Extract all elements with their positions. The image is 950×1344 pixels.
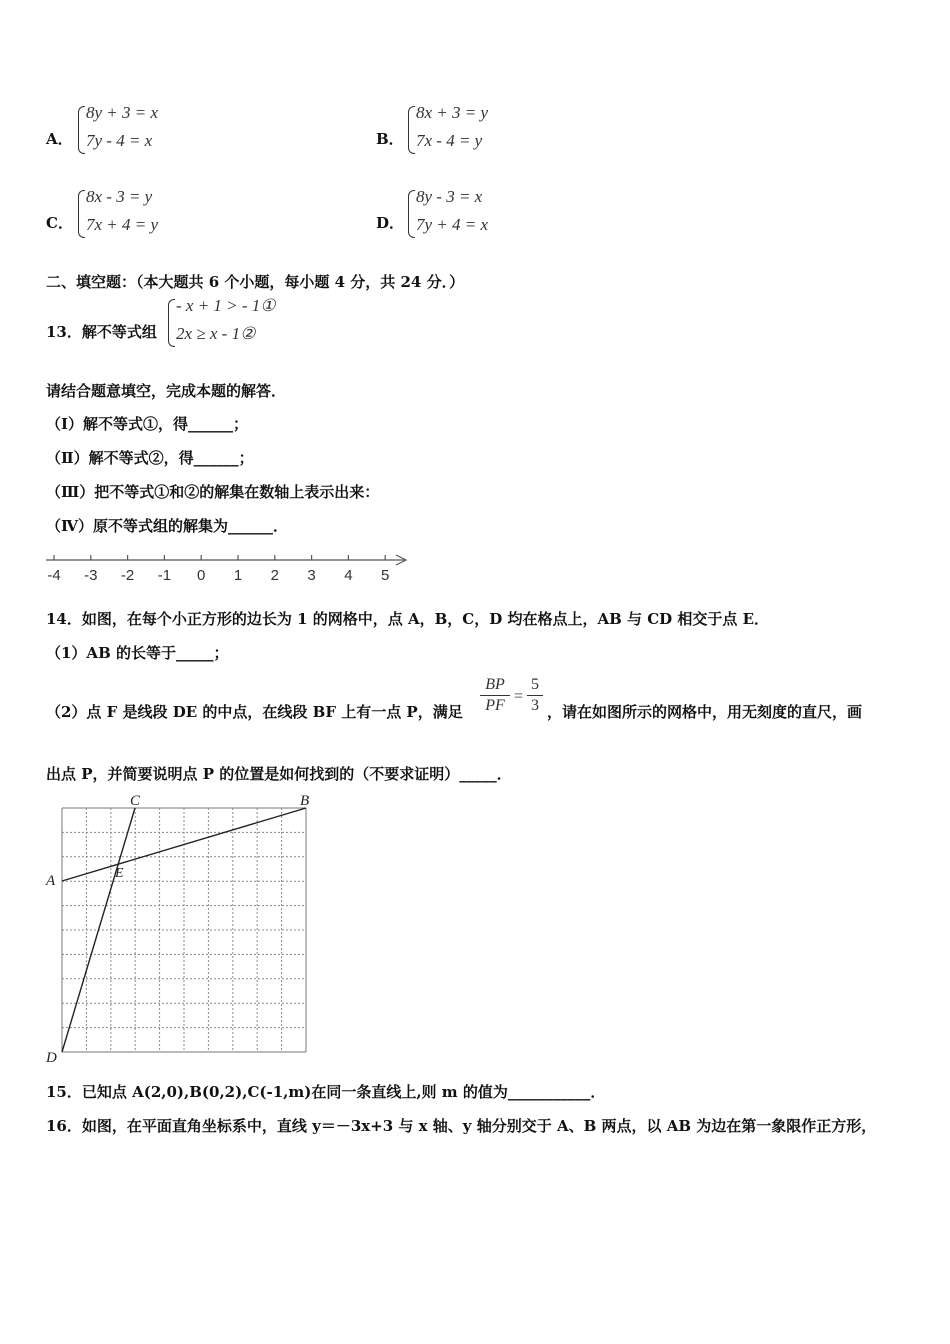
number-line-label: -4 [47,567,61,584]
equation: 7y - 4 = x [86,131,153,150]
equation: 8y + 3 = x [86,103,159,122]
number-line-label: 2 [270,567,279,584]
equation: 8x - 3 = y [86,187,153,206]
segment-cd [62,808,135,1052]
q14-part2-pre: （2）点 F 是线段 DE 的中点，在线段 BF 上有一点 P，满足 [46,703,463,721]
q16: 16．如图，在平面直角坐标系中，直线 y＝－3x+3 与 x 轴、y 轴分别交于 A、B 两点，以 AB 为边在第一象限作正方形， [46,1117,877,1135]
fraction-bp-pf [480,676,510,715]
q13-step-1: （Ⅰ）解不等式①，得______； [46,415,249,433]
equation: 7x - 4 = y [416,131,483,150]
inequality-2: 2x ≥ x - 1② [176,324,256,343]
point-label-b: B [300,793,310,809]
brace [168,299,175,347]
denominator: 3 [531,697,539,714]
point-label-e: E [115,866,124,881]
option-b-label: B． [376,130,404,148]
number-line-label: -2 [120,567,135,584]
option-a-label: A． [46,130,73,148]
q14-part1: （1）AB 的长等于_____； [46,644,229,662]
q14-part2-cont: 出点 P，并简要说明点 P 的位置是如何找到的（不要求证明）_____． [46,765,512,783]
numerator: 5 [531,676,539,693]
q13-intro: 请结合题意填空，完成本题的解答． [46,382,287,400]
q13-step-3: （Ⅲ）把不等式①和②的解集在数轴上表示出来： [46,483,380,501]
number-line-label: 5 [381,567,390,584]
q13-prefix: 13．解不等式组 [46,323,157,341]
q15: 15．已知点 A(2,0),B(0,2),C(-1,m)在同一条直线上,则 m 的值为___________． [46,1083,606,1101]
brace [78,106,85,154]
brace [78,190,85,238]
equation: 8y - 3 = x [416,187,483,206]
equation: 7y + 4 = x [416,215,489,234]
option-c-label: C． [46,214,73,232]
q13-step-2: （Ⅱ）解不等式②，得______； [46,449,254,467]
number-line [44,552,414,586]
brace [408,190,415,238]
section-title: 二、填空题：（本大题共 6 个小题，每小题 4 分，共 24 分．） [46,273,465,291]
number-line-label: 1 [233,567,243,584]
q14-stem: 14．如图，在每个小正方形的边长为 1 的网格中，点 A，B，C，D 均在格点上，AB 与 CD 相交于点 E． [46,610,770,628]
number-line-label: -1 [157,567,172,584]
number-line-label: 3 [307,567,316,584]
numerator: BP [485,676,505,693]
point-label-a: A [46,873,56,889]
option-d-label: D． [376,214,405,232]
number-line-label: -3 [84,567,98,584]
equation: 7x + 4 = y [86,215,159,234]
point-label-d: D [46,1050,57,1066]
equation: 8x + 3 = y [416,103,489,122]
grid-figure [40,788,320,1068]
q14-part2-post: ，请在如图所示的网格中，用无刻度的直尺，画 [547,703,863,721]
number-line-label: 4 [344,567,353,584]
segment-ab [62,808,306,881]
q13-step-4: （Ⅳ）原不等式组的解集为______． [46,517,289,535]
brace [408,106,415,154]
denominator: PF [485,697,505,714]
point-label-c: C [130,793,141,809]
number-line-label: 0 [197,567,206,584]
equals-sign: = [514,688,524,705]
fraction-5-3 [527,676,543,715]
inequality-1: - x + 1 > - 1① [176,296,276,315]
